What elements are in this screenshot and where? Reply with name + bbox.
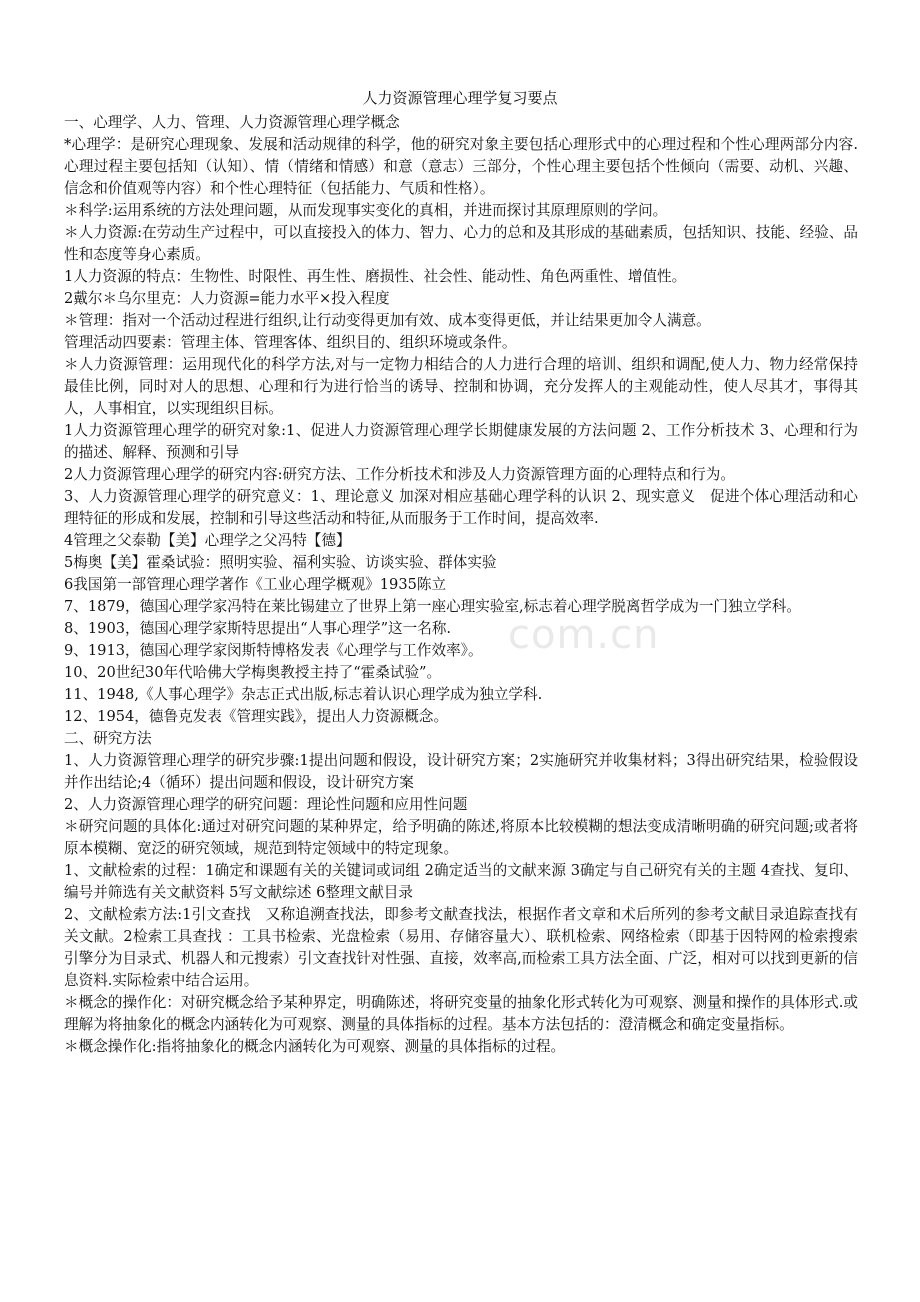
watermark: com.cn [508,612,660,658]
paragraph: 11、1948,《人事心理学》杂志正式出版,标志着认识心理学成为独立学科. [64,686,543,703]
paragraph: ＊人力资源管理：运用现代化的科学方法,对与一定物力相结合的人力进行合理的培训、组织和调配,使人力、物力经常保持最佳比例，同时对人的思想、心理和行为进行恰当的诱导、控制和协调，充分发挥人的主观能动性，使人尽其才，事得其人，人事相宜，以实现组织目标。 [64,356,858,417]
paragraph: 8、1903，德国心理学家斯特思提出“人事心理学”这一名称. [64,620,452,637]
paragraph: ＊研究问题的具体化:通过对研究问题的某种界定，给予明确的陈述,将原本比较模糊的想法变成清晰明确的研究问题;或者将原本模糊、宽泛的研究领域，规范到特定领域中的特定现象。 [64,818,858,857]
paragraph: *心理学：是研究心理现象、发展和活动规律的科学，他的研究对象主要包括心理形式中的心理过程和个性心理两部分内容.心理过程主要包括知（认知）、情（情绪和情感）和意（意志）三部分，个性心理主要包括个性倾向（需要、动机、兴趣、信念和价值观等内容）和个性心理特征（包括能力、气质和性格）。 [64,136,858,197]
paragraph: 2、人力资源管理心理学的研究问题：理论性问题和应用性问题 [64,796,468,813]
paragraph: 2人力资源管理心理学的研究内容:研究方法、工作分析技术和涉及人力资源管理方面的心理特点和行为。 [64,466,735,483]
paragraph: ＊科学:运用系统的方法处理问题，从而发现事实变化的真相，并进而探讨其原理原则的学问。 [64,202,668,219]
paragraph: 1人力资源的特点：生物性、时限性、再生性、磨损性、社会性、能动性、角色两重性、增值性。 [64,268,687,285]
paragraph: ＊概念的操作化：对研究概念给予某种界定，明确陈述，将研究变量的抽象化形式转化为可观察、测量和操作的具体形式.或理解为将抽象化的概念内涵转化为可观察、测量的具体指标的过程。基本方法包括的：澄清概念和确定变量指标。 [64,994,858,1033]
paragraph: 1、人力资源管理心理学的研究步骤:1提出问题和假设，设计研究方案；2实施研究并收集材料；3得出研究结果，检验假设并作出结论;4（循环）提出问题和假设，设计研究方案 [64,752,858,791]
paragraph: 3、人力资源管理心理学的研究意义：1、理论意义 加深对相应基础心理学科的认识 2、现实意义 促进个体心理活动和心理特征的形成和发展，控制和引导这些活动和特征,从而服务于工作时间，提高效率. [64,488,858,527]
section-heading: 二、研究方法 [64,730,152,747]
paragraph: 10、20世纪30年代哈佛大学梅奥教授主持了“霍桑试验”。 [64,664,442,681]
paragraph: ＊管理：指对一个活动过程进行组织,让行动变得更加有效、成本变得更低，并让结果更加令人满意。 [64,312,711,329]
paragraph: 1人力资源管理心理学的研究对象:1、促进人力资源管理心理学长期健康发展的方法问题 2、工作分析技术 3、心理和行为的描述、解释、预测和引导 [64,422,858,461]
section-heading: 一、心理学、人力、管理、人力资源管理心理学概念 [64,114,400,131]
paragraph: 9、1913，德国心理学家闵斯特博格发表《心理学与工作效率》。 [64,642,483,659]
paragraph: 1、文献检索的过程：1确定和课题有关的关键词或词组 2确定适当的文献来源 3确定与自己研究有关的主题 4查找、复印、编号并筛选有关文献资料 5写文献综述 6整理文献目录 [64,862,858,901]
paragraph: ＊人力资源:在劳动生产过程中，可以直接投入的体力、智力、心力的总和及其形成的基础素质，包括知识、技能、经验、品性和态度等身心素质。 [64,224,858,263]
paragraph: 管理活动四要素：管理主体、管理客体、组织目的、组织环境或条件。 [64,334,517,351]
paragraph: 2戴尔＊乌尔里克：人力资源=能力水平×投入程度 [64,290,390,307]
paragraph: 4管理之父泰勒【美】心理学之父冯特【德】 [64,532,351,549]
paragraph: 6我国第一部管理心理学著作《工业心理学概观》1935陈立 [64,576,447,593]
paragraph: 2、文献检索方法:1引文查找 又称追溯查找法，即参考文献查找法，根据作者文章和术后所列的参考文献目录追踪查找有关文献。2检索工具查找 ：工具书检索、光盘检索（易用、存储容量大）、联机检索、网络检索（即基于因特网的检索搜索引擎分为目录式、机器人和元搜索）引文查找针对性强、直接，效率高,而检索工具方法全面、广泛，相对可以找到更新的信息资料.实际检索中结合运用。 [64,906,858,989]
paragraph: ＊概念操作化:指将抽象化的概念内涵转化为可观察、测量的具体指标的过程。 [64,1038,566,1055]
document-title: 人力资源管理心理学复习要点 [362,89,558,107]
paragraph: 5梅奥【美】霍桑试验：照明实验、福利实验、访谈实验、群体实验 [64,554,497,571]
document-body [64,112,858,1058]
paragraph: 12、1954，德鲁克发表《管理实践》，提出人力资源概念。 [64,708,449,725]
paragraph: 7、1879，德国心理学家冯特在莱比锡建立了世界上第一座心理实验室,标志着心理学脱离哲学成为一门独立学科。 [64,598,801,615]
